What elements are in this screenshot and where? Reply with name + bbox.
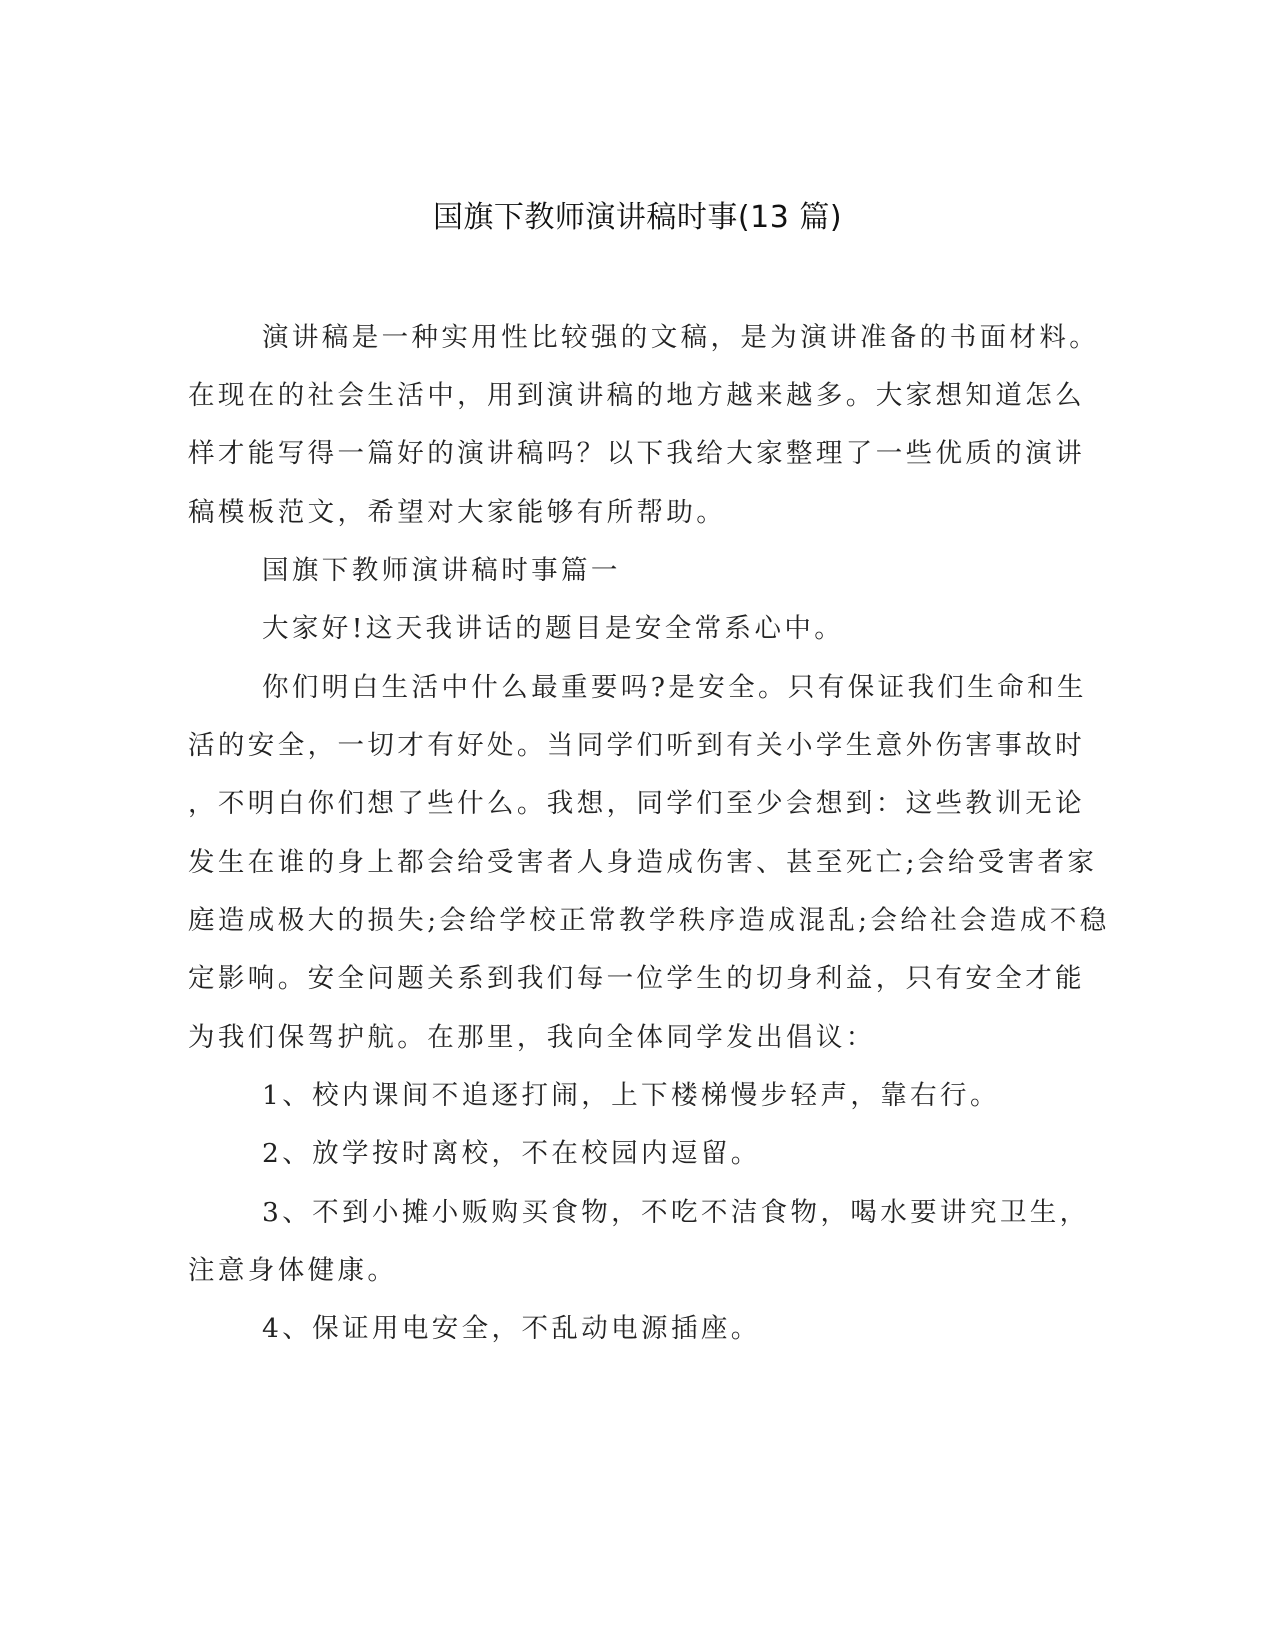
section-heading: 国旗下教师演讲稿时事篇一 bbox=[262, 555, 621, 586]
list-item: 4、保证用电安全，不乱动电源插座。 bbox=[262, 1313, 761, 1344]
paragraph-line: 庭造成极大的损失;会给学校正常教学秩序造成混乱;会给社会造成不稳 bbox=[188, 905, 1110, 936]
paragraph-line: ，不明白你们想了些什么。我想，同学们至少会想到：这些教训无论 bbox=[188, 788, 1085, 819]
paragraph-line: 样才能写得一篇好的演讲稿吗？以下我给大家整理了一些优质的演讲 bbox=[188, 438, 1085, 469]
paragraph-line: 在现在的社会生活中，用到演讲稿的地方越来越多。大家想知道怎么 bbox=[188, 380, 1085, 411]
paragraph-line: 定影响。安全问题关系到我们每一位学生的切身利益，只有安全才能 bbox=[188, 963, 1085, 994]
paragraph-line: 发生在谁的身上都会给受害者人身造成伤害、甚至死亡;会给受害者家 bbox=[188, 847, 1098, 878]
list-item: 2、放学按时离校，不在校园内逗留。 bbox=[262, 1138, 761, 1169]
paragraph-line: 稿模板范文，希望对大家能够有所帮助。 bbox=[188, 497, 727, 528]
paragraph-line: 你们明白生活中什么最重要吗?是安全。只有保证我们生命和生 bbox=[262, 672, 1087, 703]
paragraph-line: 为我们保驾护航。在那里，我向全体同学发出倡议： bbox=[188, 1022, 876, 1053]
paragraph-line: 演讲稿是一种实用性比较强的文稿，是为演讲准备的书面材料。 bbox=[262, 322, 1100, 353]
list-item-continuation: 注意身体健康。 bbox=[188, 1255, 398, 1286]
document-title: 国旗下教师演讲稿时事(13 篇) bbox=[432, 200, 843, 235]
list-item: 3、不到小摊小贩购买食物，不吃不洁食物，喝水要讲究卫生， bbox=[262, 1197, 1090, 1228]
paragraph-line: 活的安全，一切才有好处。当同学们听到有关小学生意外伤害事故时 bbox=[188, 730, 1085, 761]
paragraph-line: 大家好!这天我讲话的题目是安全常系心中。 bbox=[262, 613, 845, 644]
list-item: 1、校内课间不追逐打闹，上下楼梯慢步轻声，靠右行。 bbox=[262, 1080, 1000, 1111]
